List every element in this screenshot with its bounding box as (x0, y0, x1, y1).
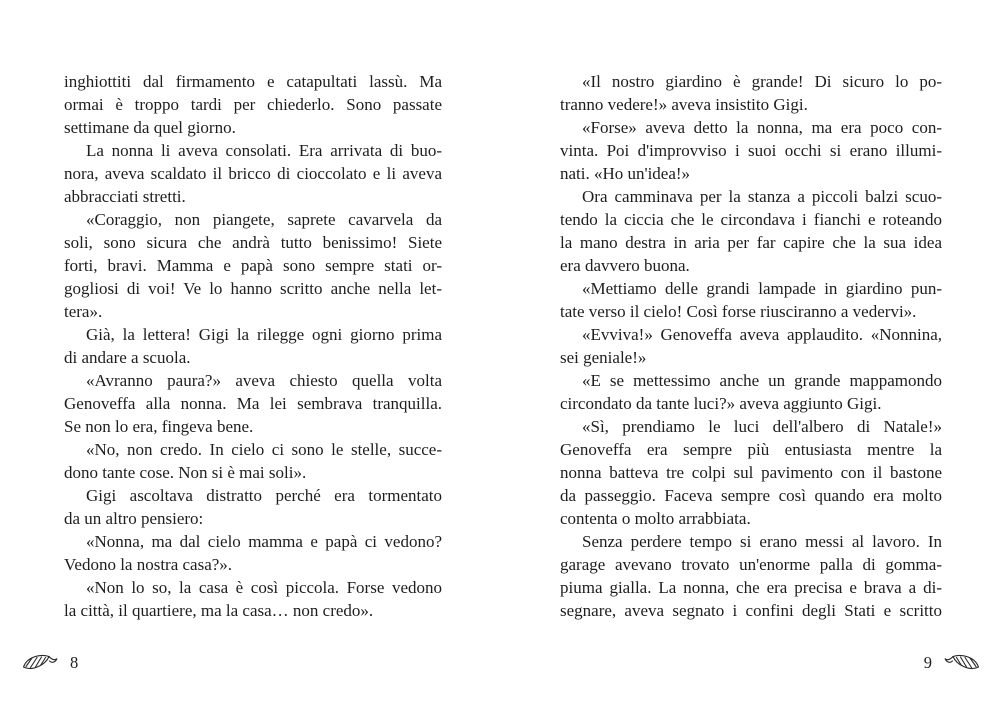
text-line: Genoveffa era sempre più entusiasta mentre la (560, 440, 942, 459)
page-number-right: 9 (923, 653, 932, 672)
text-line: nati. «Ho un'idea!» (560, 164, 691, 183)
text-line: tendo la ciccia che le circondava i fianchi e roteando (560, 210, 942, 229)
left-page-text (64, 70, 442, 622)
text-line: la città, il quartiere, ma la casa… non credo». (64, 601, 374, 620)
text-line: «Mettiamo delle grandi lampade in giardino pun- (582, 279, 942, 298)
right-page-text (560, 70, 942, 622)
text-line: «Nonna, ma dal cielo mamma e papà ci vedono? (86, 532, 442, 551)
text-line: nonna batteva tre colpi sul pavimento con il bastone (560, 463, 942, 482)
text-line: «Sì, prendiamo le luci dell'albero di Natale!» (582, 417, 942, 436)
left-page-footer (22, 650, 78, 676)
text-line: «Coraggio, non piangete, saprete cavarvela da (86, 210, 442, 229)
text-line: garage avevano trovato un'enorme palla di gomma- (560, 555, 942, 574)
text-line: tera». (64, 302, 103, 321)
text-line: Senza perdere tempo si erano messi al lavoro. In (582, 532, 942, 551)
text-line: tate verso il cielo! Così forse riusciranno a vedervi». (560, 302, 917, 321)
text-line: Già, la lettera! Gigi la rilegge ogni giorno prima (86, 325, 442, 344)
page-number-left: 8 (70, 653, 79, 672)
text-line: vinta. Poi d'improvviso i suoi occhi si erano illumi- (560, 141, 942, 160)
leaf-ornament-icon (22, 652, 58, 674)
text-line: «Forse» aveva detto la nonna, ma era poco con- (582, 118, 942, 137)
text-line: era davvero buona. (560, 256, 690, 275)
text-line: abbracciati stretti. (64, 187, 186, 206)
text-line: Vedono la nostra casa?». (64, 555, 233, 574)
text-line: dono tante cose. Non si è mai soli». (64, 463, 307, 482)
text-line: sei geniale!» (560, 348, 647, 367)
text-line: forti, bravi. Mamma e papà sono sempre stati or- (64, 256, 442, 275)
text-line: tranno vedere!» aveva insistito Gigi. (560, 95, 808, 114)
text-line: La nonna li aveva consolati. Era arrivata di buo- (86, 141, 442, 160)
text-line: segnare, aveva segnato i confini degli Stati e scritto (560, 601, 942, 620)
text-line: soli, sono sicura che andrà tutto benissimo! Siete (64, 233, 442, 252)
text-line: piuma gialla. La nonna, che era precisa e brava a di- (560, 578, 942, 597)
text-line: gogliosi di voi! Ve lo hanno scritto anche nella let- (64, 279, 442, 298)
text-line: ormai è troppo tardi per chiederlo. Sono passate (64, 95, 442, 114)
text-line: settimane da quel giorno. (64, 118, 236, 137)
text-line: la mano destra in aria per far capire che la sua idea (560, 233, 942, 252)
text-line: «No, non credo. In cielo ci sono le stelle, succe- (86, 440, 442, 459)
text-line: da un altro pensiero: (64, 509, 204, 528)
leaf-ornament-icon (944, 652, 980, 674)
text-line: circondato da tante luci?» aveva aggiunto Gigi. (560, 394, 882, 413)
text-line: «Il nostro giardino è grande! Di sicuro lo po- (582, 72, 942, 91)
text-line: Se non lo era, fingeva bene. (64, 417, 254, 436)
text-line: di andare a scuola. (64, 348, 191, 367)
text-line: «E se mettessimo anche un grande mappamondo (582, 371, 942, 390)
text-line: inghiottiti dal firmamento e catapultati lassù. Ma (64, 72, 442, 91)
text-line: Gigi ascoltava distratto perché era tormentato (86, 486, 442, 505)
text-line: da passeggio. Faceva sempre così quando era molto (560, 486, 942, 505)
text-line: nora, aveva scaldato il bricco di cioccolato e li aveva (64, 164, 442, 183)
text-line: «Non lo so, la casa è così piccola. Forse vedono (86, 578, 442, 597)
text-line: Ora camminava per la stanza a piccoli balzi scuo- (582, 187, 942, 206)
text-line: «Evviva!» Genoveffa aveva applaudito. «Nonnina, (582, 325, 942, 344)
text-line: «Avranno paura?» aveva chiesto quella volta (86, 371, 442, 390)
text-line: contenta o molto arrabbiata. (560, 509, 751, 528)
right-page-footer (924, 650, 980, 676)
text-line: Genoveffa alla nonna. Ma lei sembrava tranquilla. (64, 394, 442, 413)
